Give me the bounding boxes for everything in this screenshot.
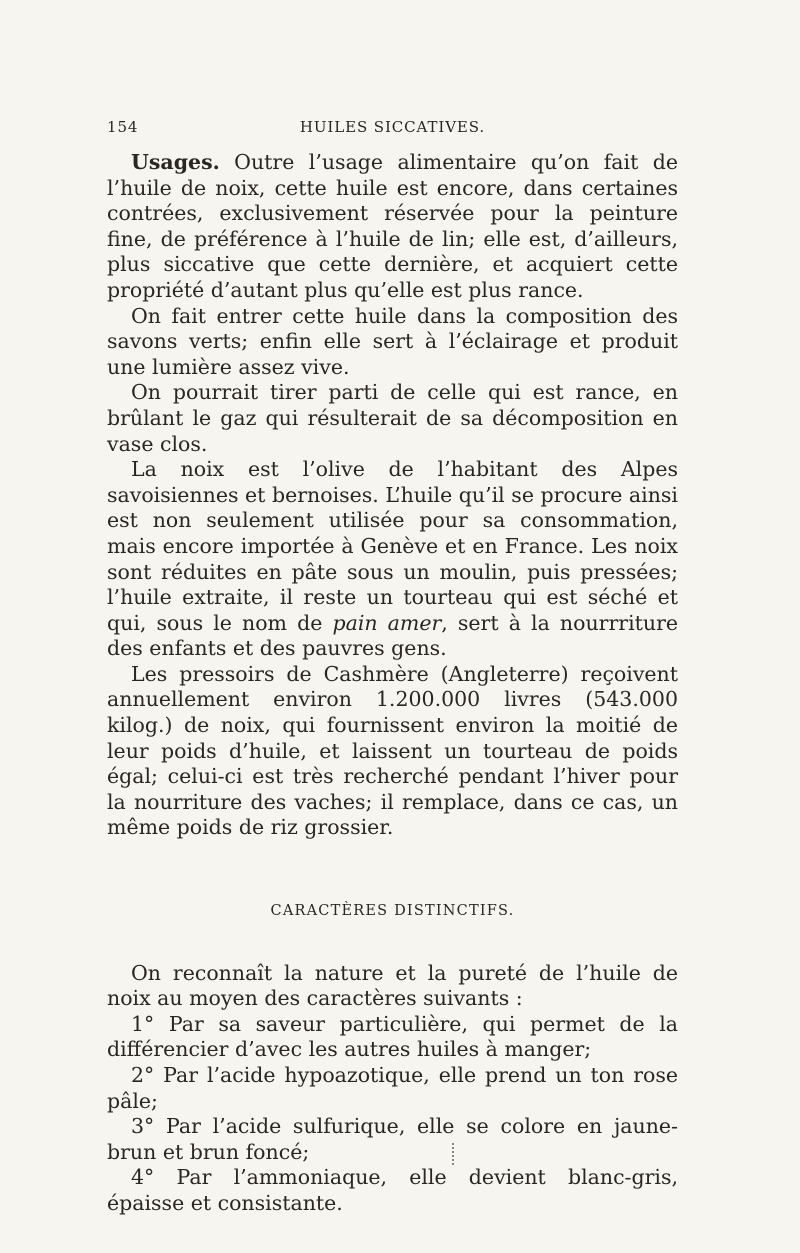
paragraph-text: La noix est l’olive de l’habitant des Alpes savoisiennes et bernoises. L’huile qu’il se procure ainsi est non seulement utilisée pour sa consommation, mais encore importée à Genève et en France. Les noix sont réduites en pâte sous un moulin, puis pressées; l’huile extraite, il reste un tourteau qui est séché et qui, sous le nom de	[107, 457, 678, 635]
running-title: HUILES SICCATIVES.	[299, 118, 486, 136]
intro-paragraph: On reconnaît la nature et la pureté de l’huile de noix au moyen des caractères suivants :	[107, 960, 678, 1011]
list-item: 3° Par l’acide sulfurique, elle se colore en jaune-brun et brun foncé;	[107, 1114, 678, 1164]
list-item: 4° Par l’ammoniaque, elle devient blanc-gris, épaisse et consistante.	[107, 1165, 678, 1215]
list-item: 2° Par l’acide hypoazotique, elle prend un ton rose pâle;	[107, 1063, 678, 1113]
paragraph-lead: Usages.	[131, 150, 220, 174]
paragraph-text: Les pressoirs de Cashmère (Angleterre) reçoivent annuellement environ 1.200.000 livres (543.000 kilog.) de noix, qui fournissent environ la moitié de leur poids d’huile, et laissent un tourteau de poids égal; celui-ci est très recherché pendant l’hiver pour la nourriture des vaches; il remplace, dans ce cas, un même poids de riz grossier.	[107, 661, 678, 840]
paragraph	[107, 380, 678, 457]
paragraph-usages	[107, 150, 678, 304]
paragraph	[107, 304, 678, 381]
paragraph	[107, 662, 678, 841]
section-heading: CARACTÈRES DISTINCTIFS.	[270, 903, 515, 920]
paragraph-text: Outre l’usage alimentaire qu’on fait de l’huile de noix, cette huile est encore, dans certaines contrées, exclusivement réservée pour la peinture fine, de préférence à l’huile de lin; elle est, d’ailleurs, plus siccative que cette dernière, et acquiert cette propriété d’autant plus qu’elle est plus rance.	[107, 150, 678, 302]
paragraph-text: , sert à la nourrriture des enfants et des pauvres gens.	[107, 610, 678, 661]
print-speck	[452, 1143, 456, 1165]
page-header	[107, 118, 678, 136]
page-number: 154	[107, 118, 139, 136]
paragraph-text: On fait entrer cette huile dans la composition des savons verts; enfin elle sert à l’éclairage et produit une lumière assez vive.	[107, 303, 678, 379]
list-item: 1° Par sa saveur particulière, qui permet de la différencier d’avec les autres huiles à manger;	[107, 1011, 678, 1062]
italic-term: pain amer	[332, 610, 442, 635]
page-body	[107, 150, 678, 1217]
paragraph-text: On pourrait tirer parti de celle qui est rance, en brûlant le gaz qui résulterait de sa décomposition en vase clos.	[107, 380, 678, 456]
paragraph	[107, 457, 678, 662]
